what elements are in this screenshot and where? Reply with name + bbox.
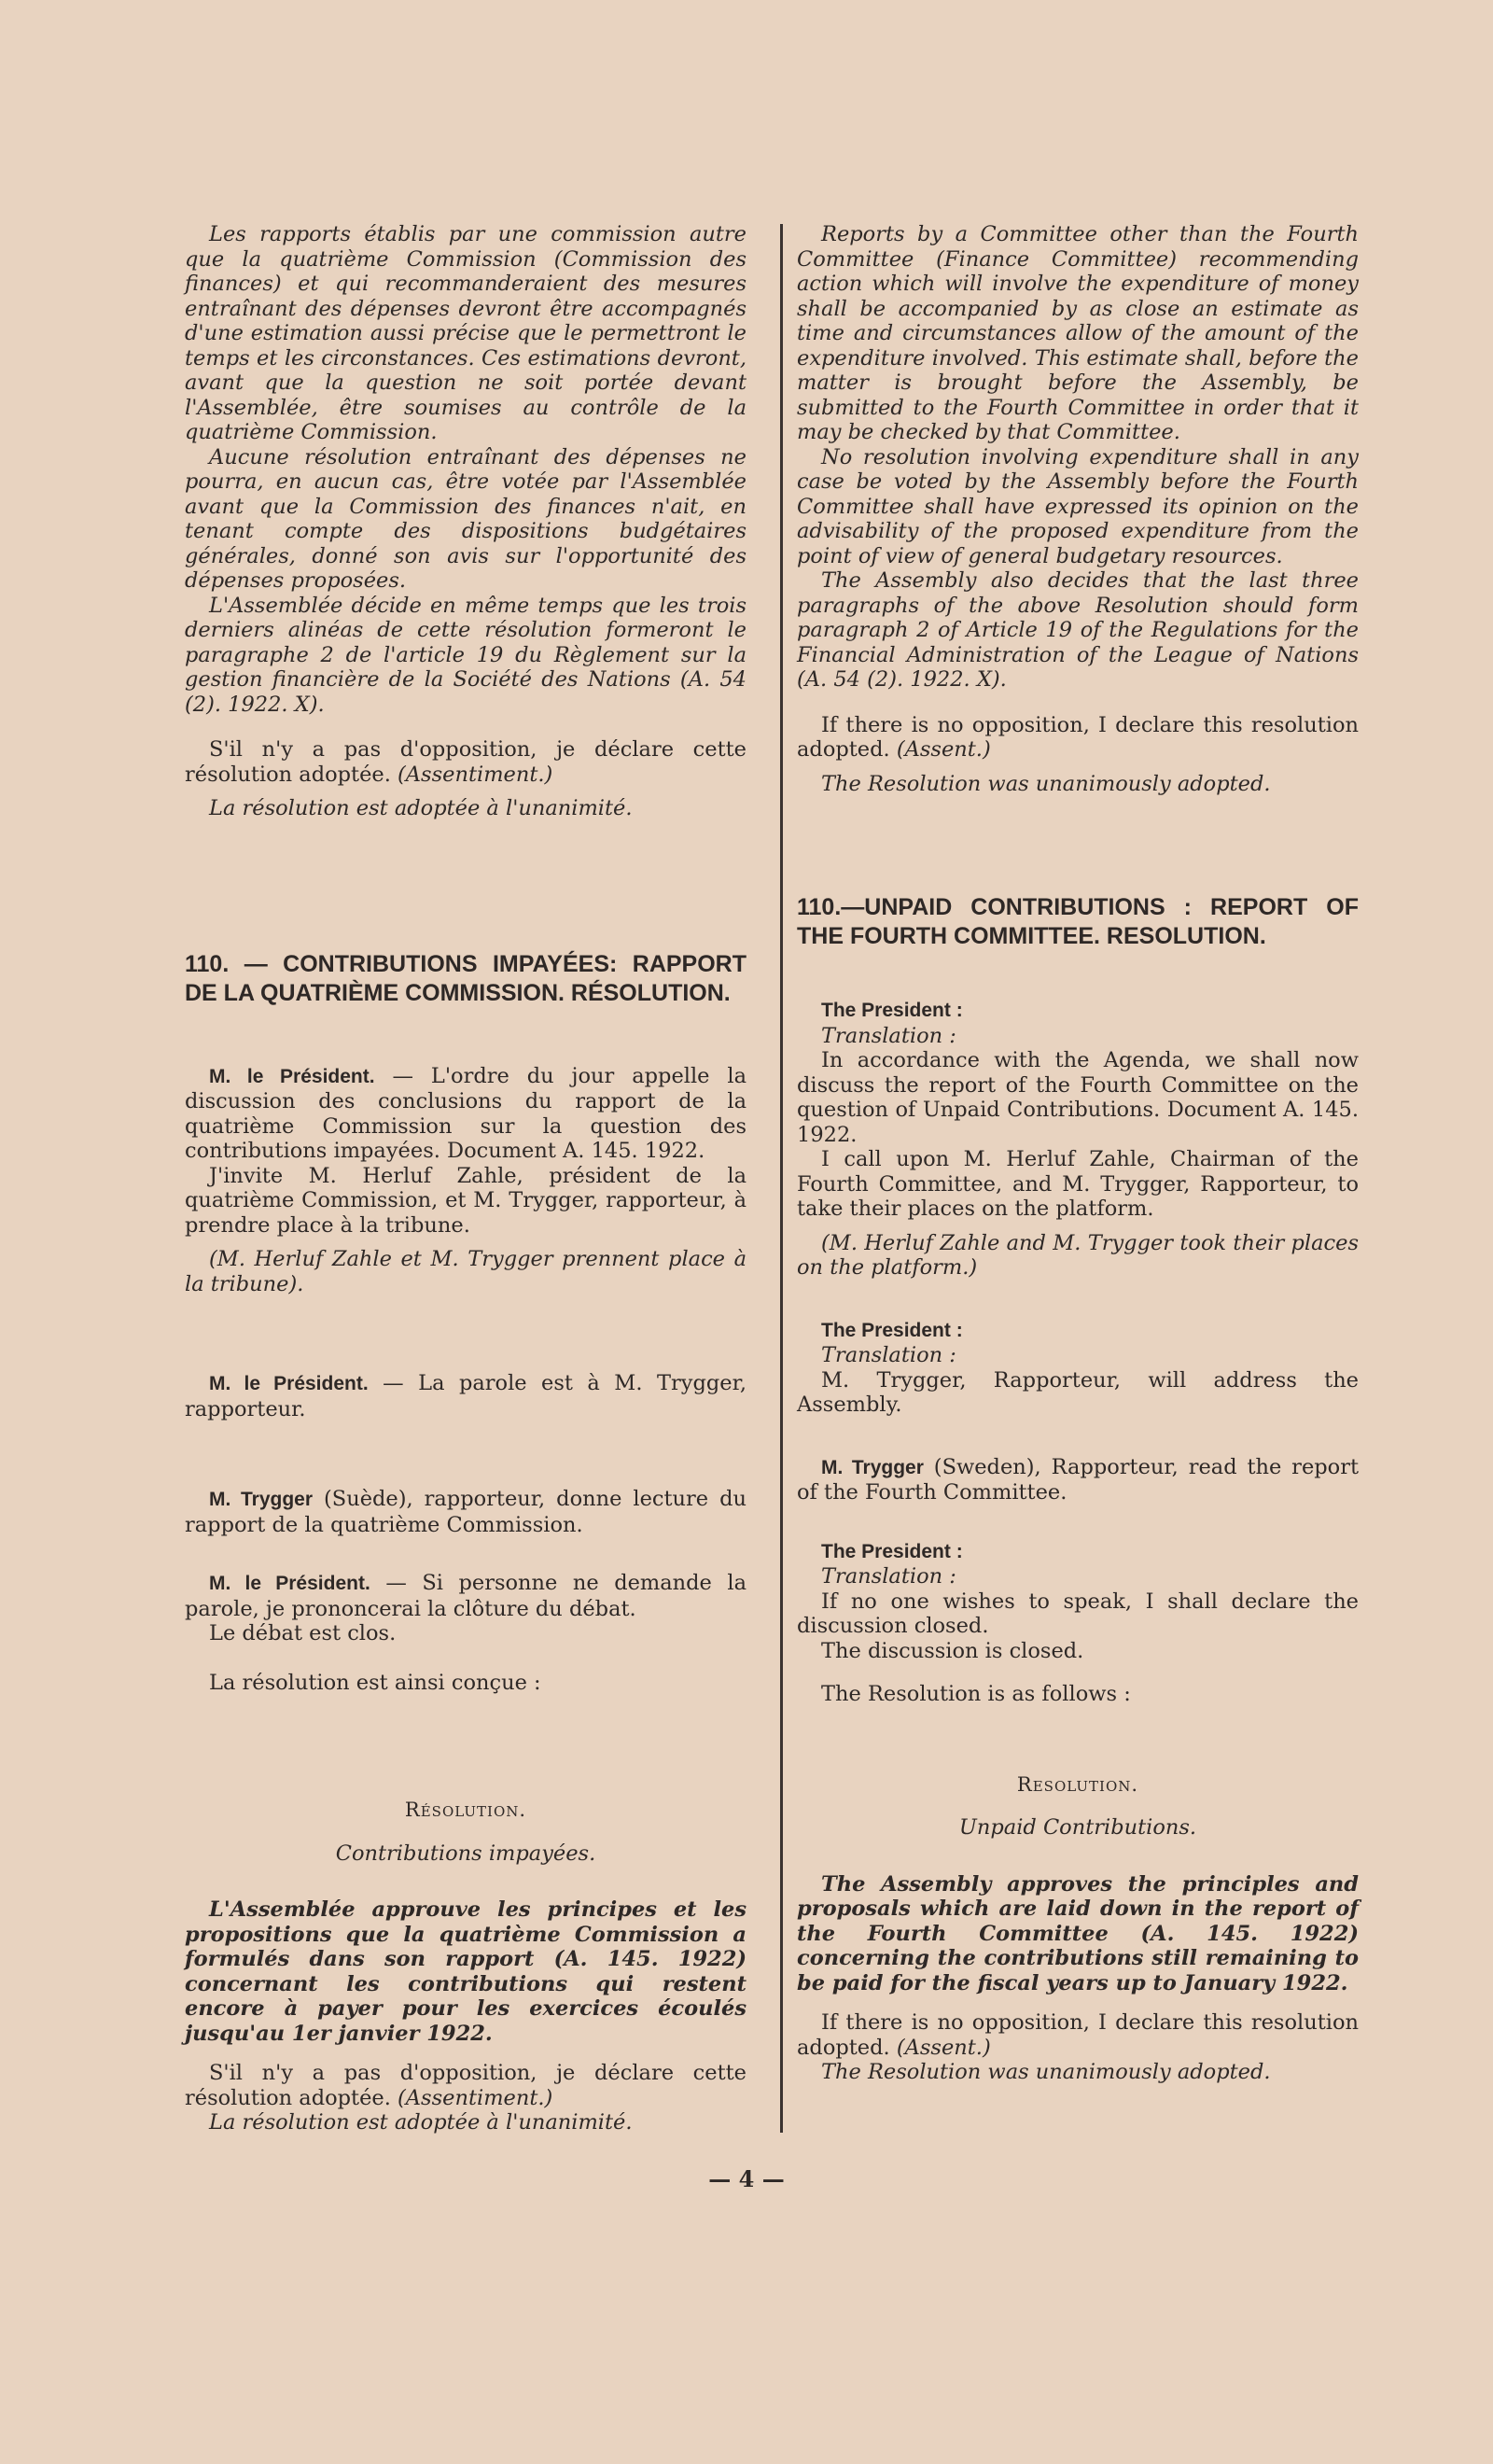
en-paragraph-3: The Assembly also decides that the last three paragraphs of the above Resolution should form paragraph 2 of Article 19 of the Regulations for the Financial Administration of the League of Nations (A. 54 (2). 1922. X). (797, 568, 1359, 692)
fr-heading-title: CONTRIBUTIONS IMPAYÉES: RAPPORT DE LA QUATRIÈME COMMISSION. RÉSOLUTION. (185, 950, 746, 1006)
fr-final-unanimous: La résolution est adoptée à l'unanimité. (209, 2110, 633, 2135)
fr-speaker-4: M. le Président. (209, 1573, 370, 1594)
en-assent: (Assent.) (896, 737, 991, 762)
en-resolution-text: The Assembly approves the principles and proposals which are laid down in the report of the Fourth Committee (A. 145. 1922) concerning the contributions still remaining to be paid for the fiscal years up to January 1922. (797, 1871, 1359, 1995)
en-speech-3-text: (Sweden), Rapporteur, read the report of the Fourth Committee. (797, 1454, 1359, 1505)
fr-final-adoption (185, 2061, 746, 2110)
en-speech-1b: I call upon M. Herluf Zahle, Chairman of the Fourth Committee, and M. Trygger, Rapporteur, to take their places on the platform. (797, 1147, 1359, 1221)
en-speaker-1: The President : (821, 1000, 963, 1021)
en-speech-4c: The Resolution is as follows : (821, 1682, 1131, 1706)
page-number: — 4 — (708, 2165, 785, 2192)
en-speaker-3: M. Trygger (821, 1456, 924, 1478)
en-paragraph-2: No resolution involving expenditure shall in any case be voted by the Assembly before the Fourth Committee shall have expressed its opinion on the advisability of the proposed expenditure from the point of view of general budgetary resources. (797, 444, 1359, 568)
en-final-adoption (797, 2010, 1359, 2060)
en-final-assent: (Assent.) (896, 2035, 991, 2060)
fr-adoption-text: S'il n'y a pas d'opposition, je déclare cette résolution adoptée. (185, 737, 746, 787)
fr-speaker-3: M. Trygger (209, 1489, 314, 1510)
en-speech-4b: The discussion is closed. (821, 1638, 1084, 1663)
en-speaker-2: The President : (821, 1319, 963, 1341)
en-final-unanimous: The Resolution was unanimously adopted. (821, 2060, 1271, 2084)
french-column (185, 222, 746, 2135)
fr-speech-4c: La résolution est ainsi conçue : (209, 1670, 541, 1695)
en-translation-3: Translation : (821, 1564, 956, 1589)
fr-paragraph-3: L'Assemblée décide en même temps que les trois derniers alinéas de cette résolution formeront le paragraphe 2 de l'article 19 du Règlement sur la gestion financière de la Société des Nations (A. 54 (2). 1922. X). (185, 593, 746, 717)
fr-speech-3-text: (Suède), rapporteur, donne lecture du rapport de la quatrième Commission. (185, 1487, 746, 1537)
en-speech-4: If no one wishes to speak, I shall declare the discussion closed. (797, 1589, 1359, 1638)
fr-adoption-statement (185, 737, 746, 787)
en-translation-2: Translation : (821, 1343, 956, 1367)
fr-speech-2 (185, 1371, 746, 1421)
en-heading-number: 110.— (797, 894, 865, 920)
fr-speech-4b: Le débat est clos. (209, 1621, 397, 1645)
fr-resolution-title: Résolution. (404, 1799, 527, 1821)
fr-speech-1b: J'invite M. Herluf Zahle, président de la quatrième Commission, et M. Trygger, rapporteur, à prendre place à la tribune. (185, 1163, 746, 1238)
en-speech-1c: (M. Herluf Zahle and M. Trygger took their places on the platform.) (797, 1230, 1359, 1280)
en-speech-2: M. Trygger, Rapporteur, will address the Assembly. (797, 1367, 1359, 1417)
fr-speech-1 (185, 1064, 746, 1164)
fr-section-heading (185, 950, 746, 1008)
fr-speaker-2: M. le Président. (209, 1373, 369, 1394)
fr-final-adoption-text: S'il n'y a pas d'opposition, je déclare cette résolution adoptée. (185, 2061, 746, 2110)
column-divider (780, 224, 783, 2133)
en-unanimous: The Resolution was unanimously adopted. (821, 771, 1271, 796)
fr-speech-4 (185, 1571, 746, 1621)
en-resolution-title: Resolution. (1016, 1772, 1139, 1796)
en-speech-3 (797, 1455, 1359, 1505)
fr-resolution-text: L'Assemblée approuve les principes et les propositions que la quatrième Commission a formulés dans son rapport (A. 145. 1922) concernant les contributions qui restent encore à payer pour les exercices écoulés jusqu'au 1er janvier 1922. (185, 1897, 746, 2046)
fr-speech-3 (185, 1487, 746, 1537)
fr-speaker-1: M. le Président. (209, 1065, 375, 1087)
fr-resolution-subtitle: Contributions impayées. (335, 1841, 596, 1866)
fr-final-assent: (Assentiment.) (398, 2085, 553, 2110)
en-paragraph-1: Reports by a Committee other than the Fourth Committee (Finance Committee) recommending action which will involve the expenditure of money shall be accompanied by as close an estimate as time and circumstances allow of the amount of the expenditure involved. This estimate shall, before the matter is brought before the Assembly, be submitted to the Fourth Committee in order that it may be checked by that Committee. (797, 222, 1359, 444)
en-adoption-text: If there is no opposition, I declare this resolution adopted. (797, 712, 1359, 762)
fr-speech-4-text: — Si personne ne demande la parole, je prononcerai la clôture du débat. (185, 1571, 747, 1621)
fr-paragraph-1: Les rapports établis par une commission autre que la quatrième Commission (Commission des finances) et qui recommanderaient des mesures entraînant des dépenses devront être accompagnés d'une estimation aussi précise que le permettront le temps et les circonstances. Ces estimations devront, avant que la question ne soit portée devant l'Assemblée, être soumises au contrôle de la quatrième Commission. (185, 222, 746, 444)
fr-assent: (Assentiment.) (398, 762, 553, 787)
fr-paragraph-2: Aucune résolution entraînant des dépenses ne pourra, en aucun cas, être votée par l'Assemblée avant que la Commission des finances n'ait, en tenant compte des dispositions budgétaires générales, donné son avis sur l'opportunité des dépenses proposées. (185, 444, 746, 593)
en-speaker-4: The President : (821, 1540, 963, 1562)
en-speech-1: In accordance with the Agenda, we shall now discuss the report of the Fourth Committee on the question of Unpaid Contributions. Document A. 145. 1922. (797, 1048, 1359, 1147)
fr-heading-number: 110. — (185, 950, 284, 977)
en-adoption-statement (797, 713, 1359, 763)
en-president-3 (797, 1539, 1359, 1565)
fr-unanimous: La résolution est adoptée à l'unanimité. (209, 796, 633, 820)
en-heading-title: UNPAID CONTRIBUTIONS : REPORT OF THE FOURTH COMMITTEE. RESOLUTION. (797, 894, 1359, 949)
fr-speech-1c: (M. Herluf Zahle et M. Trygger prennent place à la tribune). (185, 1247, 746, 1296)
english-column (797, 222, 1359, 2085)
en-president-2 (797, 1318, 1359, 1344)
en-translation-1: Translation : (821, 1023, 956, 1048)
fr-speech-2-text: — La parole est à M. Trygger, rapporteur. (185, 1371, 747, 1421)
en-section-heading (797, 893, 1359, 951)
en-president-1 (797, 998, 1359, 1024)
en-resolution-subtitle: Unpaid Contributions. (958, 1815, 1197, 1840)
en-final-adoption-text: If there is no opposition, I declare this resolution adopted. (797, 2010, 1359, 2060)
fr-speech-1-text: — L'ordre du jour appelle la discussion des conclusions du rapport de la quatrième Commission sur la question des contributions impayées. Document A. 145. 1922. (185, 1063, 746, 1163)
